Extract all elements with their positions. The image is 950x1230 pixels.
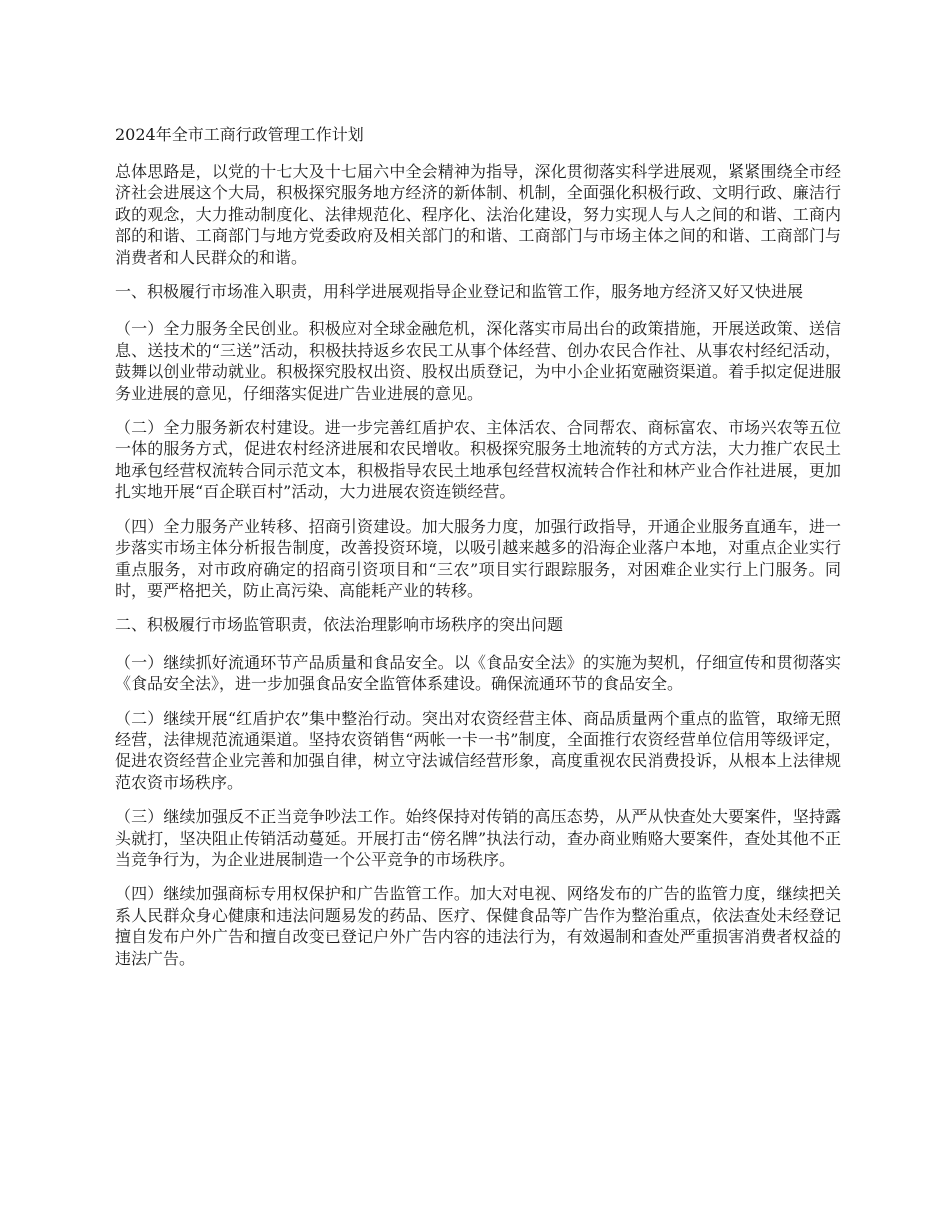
document-title: 2024年全市工商行政管理工作计划	[115, 125, 364, 144]
paragraph-rural-construction: （二）全力服务新农村建设。进一步完善红盾护农、主体活农、合同帮农、商标富农、市场兴农等五位一体的服务方式，促进农村经济进展和农民增收。积极探究服务土地流转的方式方法，大力推广农民土地承包经营权流转合同示范文本，积极指导农民土地承包经营权流转合作社和林产业合作社进展，更加扎实地开展“百企联百村”活动，大力进展农资连锁经营。	[115, 418, 841, 502]
section-heading-market-access: 一、积极履行市场准入职责，用科学进展观指导企业登记和监管工作，服务地方经济又好又快进展	[115, 282, 804, 302]
paragraph-trademark-advertising: （四）继续加强商标专用权保护和广告监管工作。加大对电视、网络发布的广告的监管力度，继续把关系人民群众身心健康和违法问题易发的药品、医疗、保健食品等广告作为整治重点，依法查处未经登记擅自发布户外广告和擅自改变已登记户外广告内容的违法行为，有效遏制和查处严重损害消费者权益的违法广告。	[115, 884, 841, 968]
document-page	[115, 124, 841, 982]
paragraph-overview: 总体思路是，以党的十七大及十七届六中全会精神为指导，深化贯彻落实科学进展观，紧紧围绕全市经济社会进展这个大局，积极探究服务地方经济的新体制、机制，全面强化积极行政、文明行政、廉洁行政的观念，大力推动制度化、法律规范化、程序化、法治化建设，努力实现人与人之间的和谐、工商内部的和谐、工商部门与地方党委政府及相关部门的和谐、工商部门与市场主体之间的和谐、工商部门与消费者和人民群众的和谐。	[115, 162, 841, 267]
paragraph-red-shield: （二）继续开展“红盾护农”集中整治行动。突出对农资经营主体、商品质量两个重点的监管，取缔无照经营，法律规范流通渠道。坚持农资销售“两帐一卡一书”制度，全面推行农资经营单位信用等级评定，促进农资经营企业完善和加强自律，树立守法诚信经营形象，高度重视农民消费投诉，从根本上法律规范农资市场秩序。	[115, 708, 841, 792]
paragraph-food-safety: （一）继续抓好流通环节产品质量和食品安全。以《食品安全法》的实施为契机，仔细宣传和贯彻落实《食品安全法》，进一步加强食品安全监管体系建设。确保流通环节的食品安全。	[115, 652, 841, 694]
paragraph-industry-transfer: （四）全力服务产业转移、招商引资建设。加大服务力度，加强行政指导，开通企业服务直通车，进一步落实市场主体分析报告制度，改善投资环境，以吸引越来越多的沿海企业落户本地，对重点企业实行重点服务，对市政府确定的招商引资项目和“三农”项目实行跟踪服务，对困难企业实行上门服务。同时，要严格把关，防止高污染、高能耗产业的转移。	[115, 516, 841, 600]
paragraph-entrepreneurship: （一）全力服务全民创业。积极应对全球金融危机，深化落实市局出台的政策措施，开展送政策、送信息、送技术的“三送”活动，积极扶持返乡农民工从事个体经营、创办农民合作社、从事农村经纪活动，鼓舞以创业带动就业。积极探究股权出资、股权出质登记，为中小企业拓宽融资渠道。着手拟定促进服务业进展的意见，仔细落实促进广告业进展的意见。	[115, 319, 841, 403]
paragraph-unfair-competition: （三）继续加强反不正当竞争吵法工作。始终保持对传销的高压态势，从严从快查处大要案件，坚持露头就打，坚决阻止传销活动蔓延。开展打击“傍名牌”执法行动，查办商业贿赂大要案件，查处其他不正当竞争行为，为企业进展制造一个公平竞争的市场秩序。	[115, 807, 841, 869]
section-heading-market-supervision: 二、积极履行市场监管职责，依法治理影响市场秩序的突出问题	[115, 615, 564, 635]
